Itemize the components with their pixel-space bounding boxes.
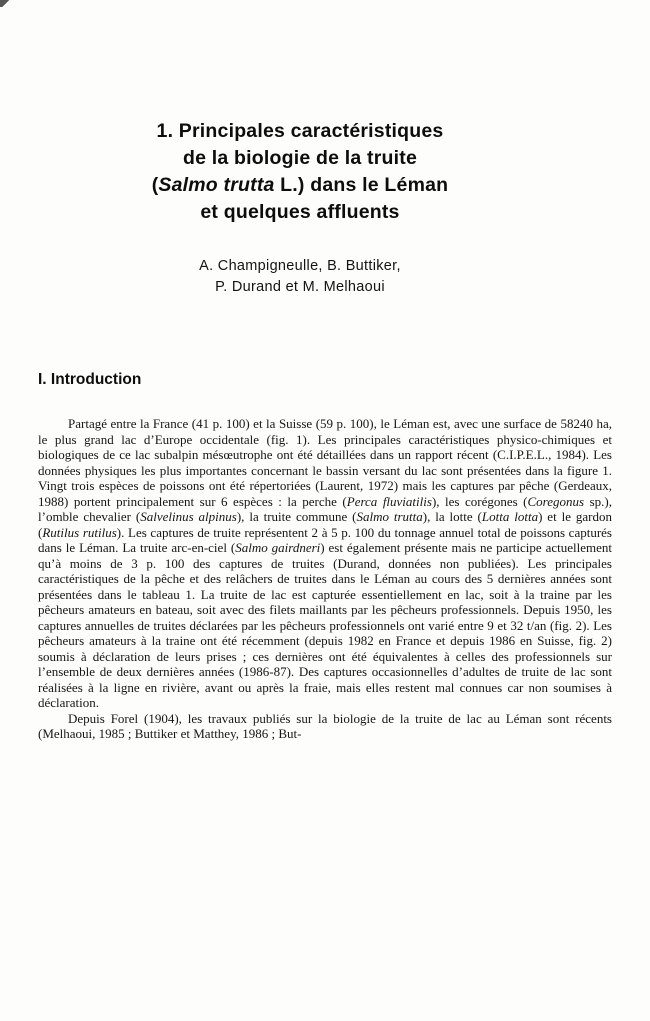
authors-line-2: P. Durand et M. Melhaoui xyxy=(215,278,385,295)
article-title xyxy=(38,118,562,226)
title-line-2: de la biologie de la truite xyxy=(182,147,418,169)
paragraph-1: Partagé entre la France (41 p. 100) et la Suisse (59 p. 100), le Léman est, avec une surface de 58240 ha, le plus grand lac d’Europe occidentale (fig. 1). Les principales caractéristiques physico-chimiques et biologiques de ce lac subalpin mésœutrophe ont été détaillées dans un rapport récent (C.I.P.E.L., 1984). Les données physiques les plus importantes concernant le bassin versant du lac sont présentées dans la figure 1. Vingt trois espèces de poissons ont été répertoriées (Laurent, 1972) mais les captures par pêche (Gerdeaux, 1988) portent principalement sur 6 espèces : la perche (Perca fluviatilis), les corégones (Coregonus sp.), l’omble chevalier (Salvelinus alpinus), la truite commune (Salmo trutta), la lotte (Lotta lotta) et le gardon (Rutilus rutilus). Les captures de truite représentent 2 à 5 p. 100 du tonnage annuel total de poissons capturés dans le Léman. La truite arc-en-ciel (Salmo gairdneri) est également présente mais ne participe actuellement qu’à moins de 3 p. 100 des captures de truites (Durand, données non publiées). Les principales caractéristiques de la pêche et des relâchers de truites dans le Léman au cours des 5 dernières années sont présentées dans le tableau 1. La truite de lac est capturée essentiellement en lac, soit à la traine par les pêcheurs amateurs en bateau, soit avec des filets maillants par les pêcheurs professionnels. Depuis 1950, les captures annuelles de truites déclarées par les pêcheurs professionnels ont varié entre 9 et 32 t/an (fig. 2). Les pêcheurs amateurs à la traine ont été récemment (depuis 1982 en France et depuis 1986 en Suisse, fig. 2) soumis à déclaration de leurs prises ; ces dernières ont été équivalentes à celles des professionnels sur l’ensemble de deux dernières années (1986-87). Des captures occasionnelles d’adultes de truite de lac sont réalisées à la ligne en rivière, avant ou après la fraie, mais elles restent mal connues car non soumises à déclaration. xyxy=(38,416,612,710)
title-line-4: et quelques affluents xyxy=(200,201,400,223)
authors-line-1: A. Champigneulle, B. Buttiker, xyxy=(199,258,401,274)
title-line-1: 1. Principales caractéristiques xyxy=(156,120,444,142)
header-block xyxy=(38,118,562,297)
paragraph-2: Depuis Forel (1904), les travaux publiés sur la biologie de la truite de lac au Léman sont récents (Melhaoui, 1985 ; Buttiker et Matthey, 1986 ; But- xyxy=(38,710,612,741)
authors xyxy=(38,256,562,297)
scan-artifact-corner xyxy=(0,0,10,7)
title-line-3: (Salmo trutta L.) dans le Léman xyxy=(151,174,449,196)
section-heading-introduction: I. Introduction xyxy=(38,371,142,388)
